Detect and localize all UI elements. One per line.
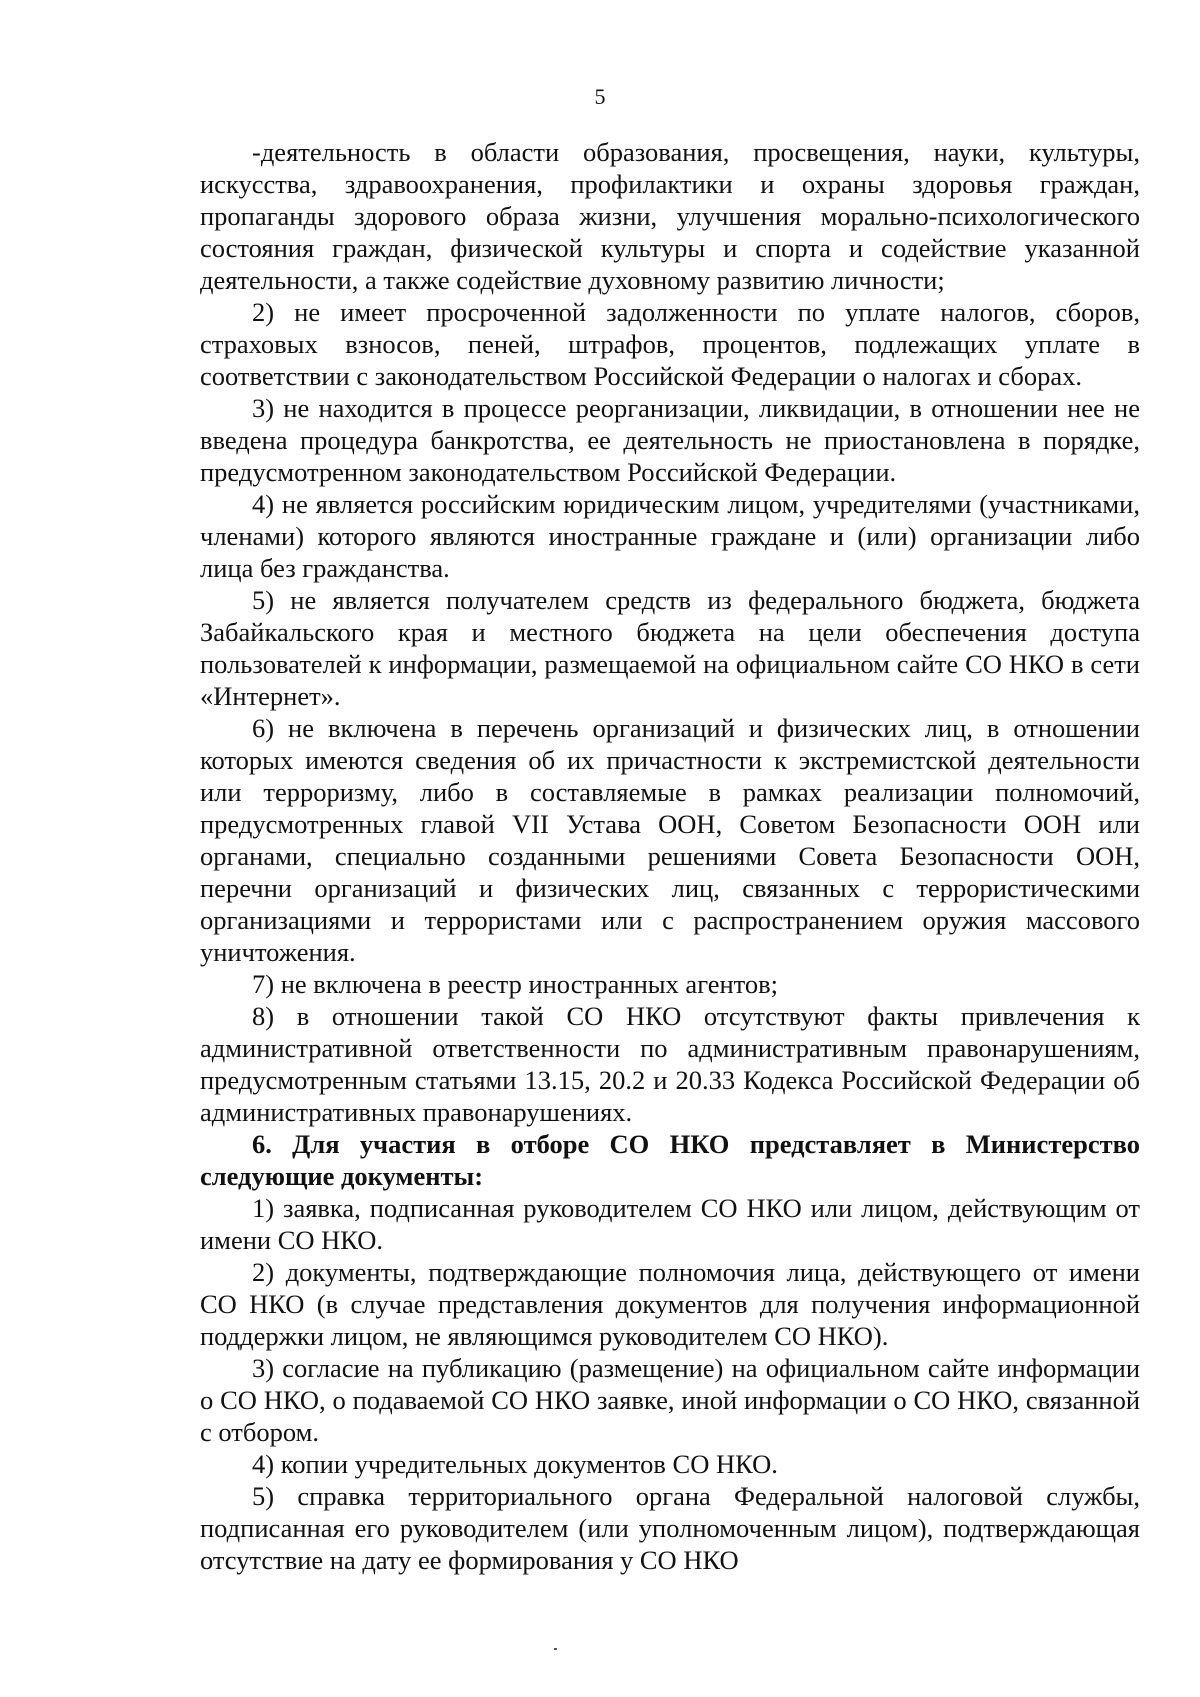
paragraph-criterion-6: 6) не включена в перечень организаций и физических лиц, в отношении которых имеются сведения об их причастности к экстремистской деятельности или терроризму, либо в составляемые в рамках реализации полномочий, предусмотренных главой VII Устава ООН, Советом Безопасности ООН или органами, специально созданными решениями Совета Безопасности ООН, перечни организаций и физических лиц, связанных с террористическими организациями и террористами или с распространением оружия массового уничтожения. — [200, 713, 1140, 967]
paragraph-document-2: 2) документы, подтверждающие полномочия лица, действующего от имени СО НКО (в случае представления документов для получения информационной поддержки лицом, не являющимся руководителем СО НКО). — [200, 1257, 1140, 1351]
page-number: 5 — [594, 84, 606, 109]
paragraph-document-4: 4) копии учредительных документов СО НКО. — [252, 1449, 778, 1479]
paragraph-criterion-8: 8) в отношении такой СО НКО отсутствуют факты привлечения к административной ответственности по административным правонарушениям, предусмотренным статьями 13.15, 20.2 и 20.33 Кодекса Российской Федерации об административных правонарушениях. — [200, 1001, 1140, 1127]
paragraph-document-1: 1) заявка, подписанная руководителем СО НКО или лицом, действующим от имени СО НКО. — [200, 1193, 1140, 1255]
paragraph-criterion-7: 7) не включена в реестр иностранных агентов; — [252, 969, 779, 999]
paragraph-document-3: 3) согласие на публикацию (размещение) на официальном сайте информации о СО НКО, о подаваемой СО НКО заявке, иной информации о СО НКО, связанной с отбором. — [200, 1353, 1140, 1447]
scan-speck — [554, 1648, 557, 1650]
paragraph-activity-areas: -деятельность в области образования, просвещения, науки, культуры, искусства, здравоохранения, профилактики и охраны здоровья граждан, пропаганды здорового образа жизни, улучшения морально-психологического состояния граждан, физической культуры и спорта и содействие указанной деятельности, а также содействие духовному развитию личности; — [200, 137, 1140, 295]
paragraph-document-5: 5) справка территориального органа Федеральной налоговой службы, подписанная его руководителем (или уполномоченным лицом), подтверждающая отсутствие на дату ее формирования у СО НКО — [200, 1481, 1140, 1575]
paragraph-criterion-5: 5) не является получателем средств из федерального бюджета, бюджета Забайкальского края и местного бюджета на цели обеспечения доступа пользователей к информации, размещаемой на официальном сайте СО НКО в сети «Интернет». — [200, 585, 1140, 711]
document-body — [200, 136, 1140, 1576]
paragraph-criterion-4: 4) не является российским юридическим лицом, учредителями (участниками, членами) которого являются иностранные граждане и (или) организации либо лица без гражданства. — [200, 489, 1140, 583]
paragraph-criterion-3: 3) не находится в процессе реорганизации, ликвидации, в отношении нее не введена процедура банкротства, ее деятельность не приостановлена в порядке, предусмотренном законодательством Российской Федерации. — [200, 393, 1140, 487]
section-heading-6: 6. Для участия в отборе СО НКО представляет в Министерство следующие документы: — [200, 1129, 1140, 1191]
paragraph-criterion-2: 2) не имеет просроченной задолженности по уплате налогов, сборов, страховых взносов, пеней, штрафов, процентов, подлежащих уплате в соответствии с законодательством Российской Федерации о налогах и сборах. — [200, 297, 1140, 391]
